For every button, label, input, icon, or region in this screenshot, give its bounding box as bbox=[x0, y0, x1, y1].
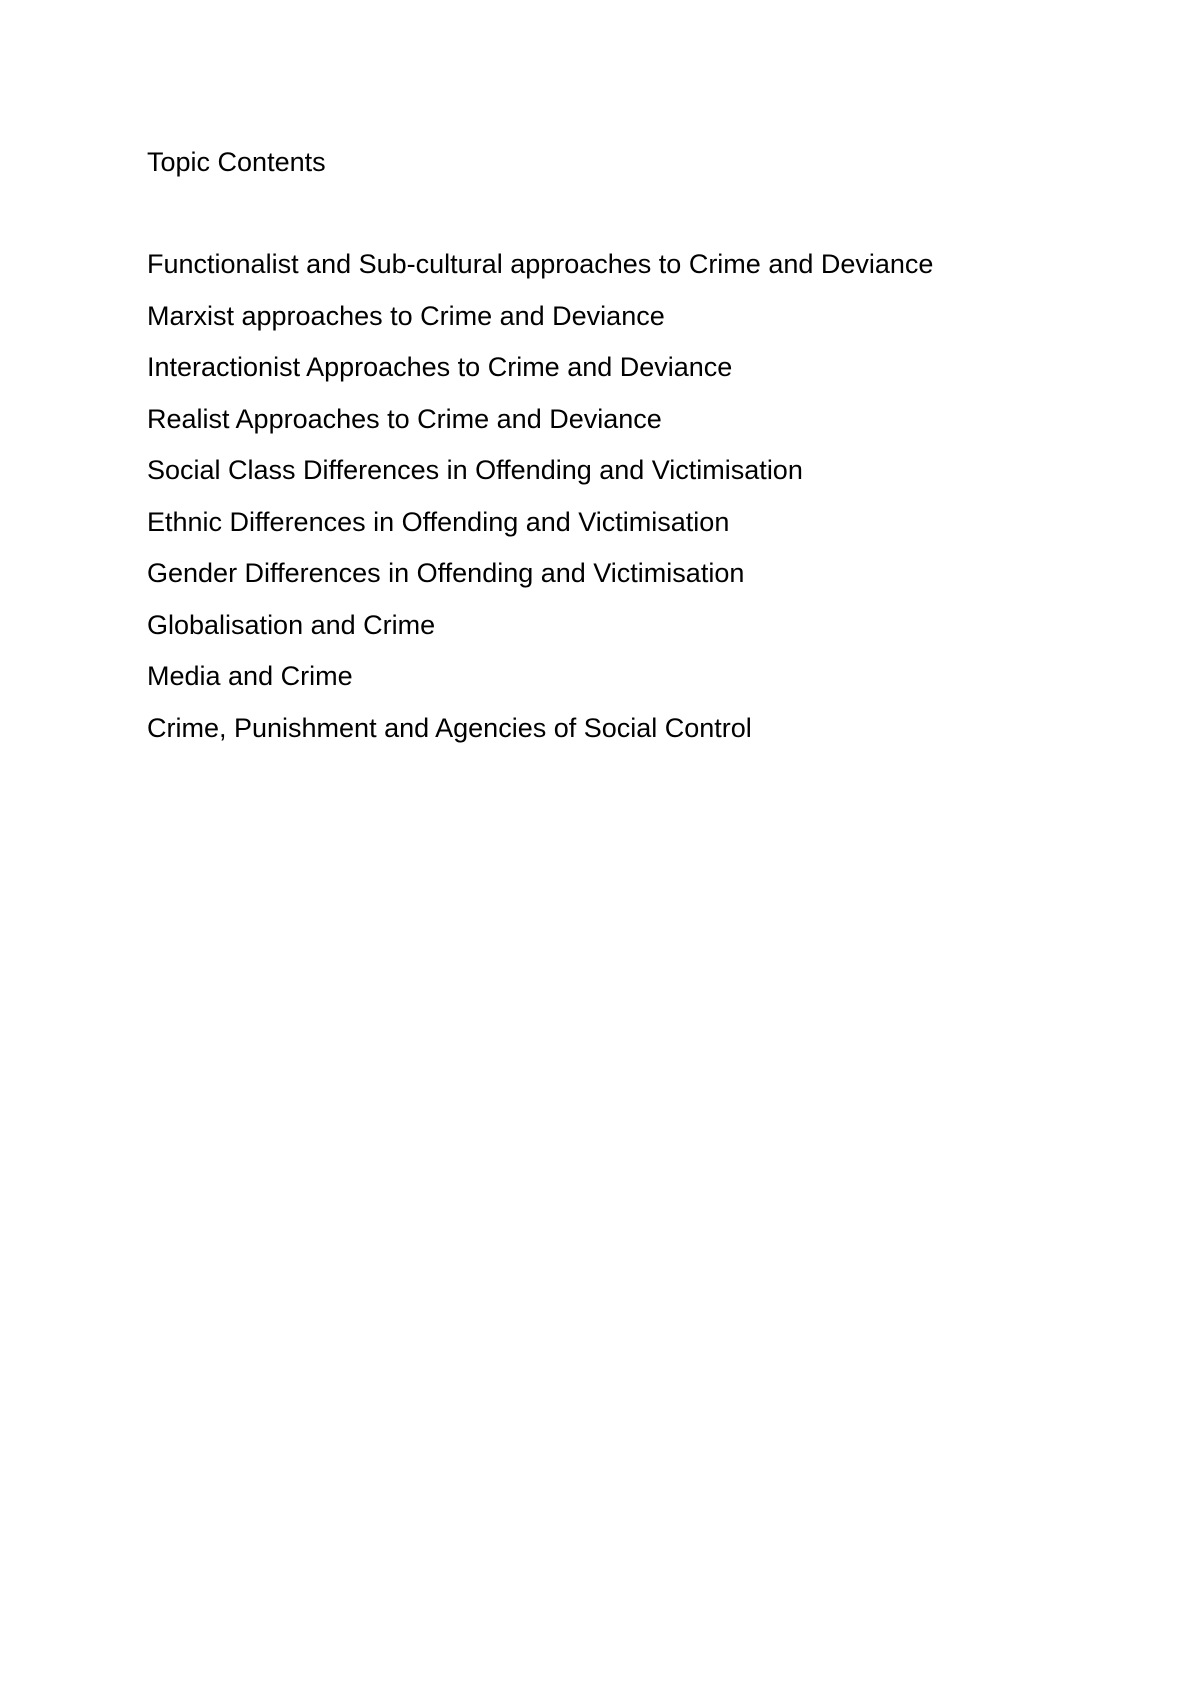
topic-item: Marxist approaches to Crime and Deviance bbox=[147, 300, 665, 331]
topic-item: Ethnic Differences in Offending and Victimisation bbox=[147, 506, 730, 537]
topic-item: Interactionist Approaches to Crime and Deviance bbox=[147, 352, 733, 382]
topic-list bbox=[147, 248, 933, 763]
page-title: Topic Contents bbox=[147, 147, 326, 177]
topic-item: Gender Differences in Offending and Victimisation bbox=[147, 558, 745, 588]
topic-item: Crime, Punishment and Agencies of Social Control bbox=[147, 712, 752, 743]
topic-item: Realist Approaches to Crime and Deviance bbox=[147, 403, 662, 434]
topic-item: Media and Crime bbox=[147, 661, 353, 691]
topic-item: Social Class Differences in Offending and Victimisation bbox=[147, 455, 803, 485]
topic-item: Globalisation and Crime bbox=[147, 609, 436, 640]
topic-item: Functionalist and Sub-cultural approaches to Crime and Deviance bbox=[147, 249, 934, 279]
